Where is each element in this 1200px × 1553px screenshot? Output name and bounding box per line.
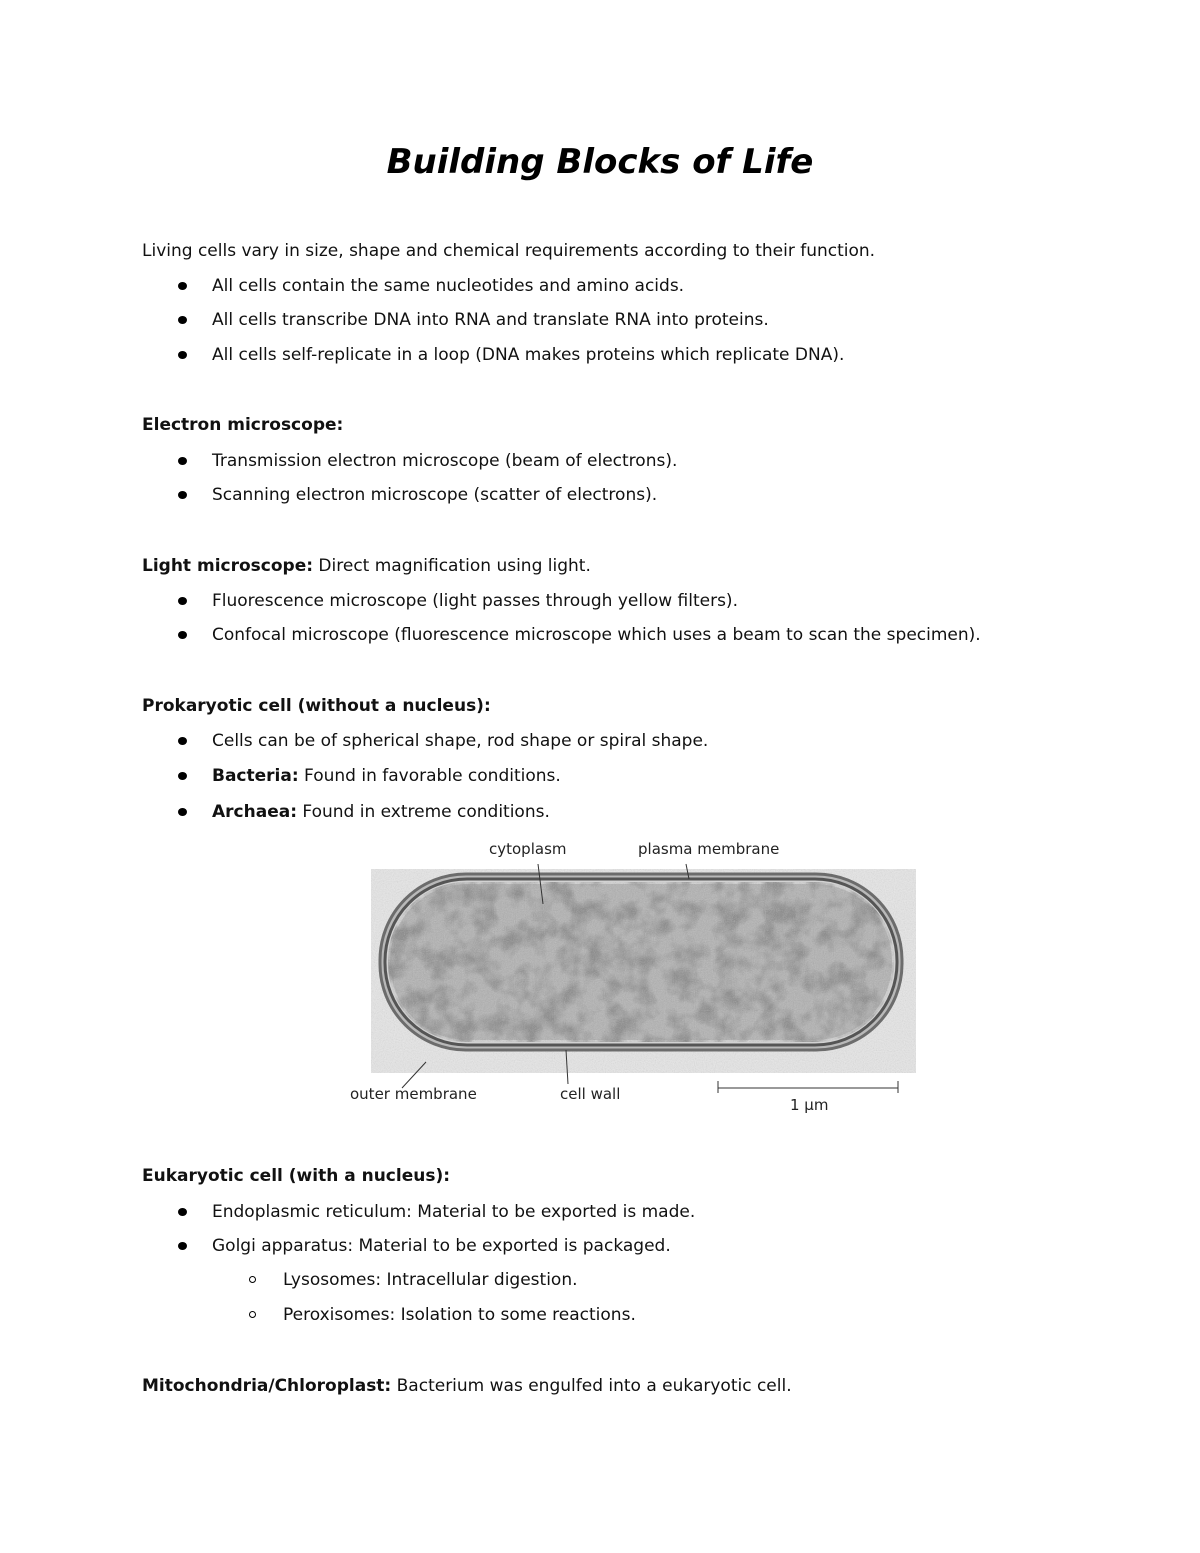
- bullet-dot-icon: [178, 1208, 187, 1216]
- eukaryotic-bullet: [212, 1235, 671, 1257]
- electron-bullet: [212, 450, 677, 472]
- bacterium-micrograph-figure: [340, 836, 940, 1126]
- outer-membrane-label: outer membrane: [350, 1085, 477, 1103]
- bullet-dot-icon: [178, 351, 187, 359]
- plasma-membrane-label: plasma membrane: [638, 840, 780, 858]
- bacterium-micrograph: [340, 836, 940, 1126]
- archaea-text: Found in extreme conditions.: [297, 802, 550, 822]
- bullet-dot-icon: [178, 316, 187, 324]
- prokaryotic-heading: Prokaryotic cell (without a nucleus):: [142, 696, 491, 716]
- prokaryotic-bullet-text: Cells can be of spherical shape, rod shape or spiral shape.: [212, 731, 709, 751]
- light-bullet-text: Fluorescence microscope (light passes through yellow filters).: [212, 591, 738, 611]
- electron-bullet-text: Transmission electron microscope (beam of electrons).: [212, 451, 678, 471]
- bacteria-label: Bacteria:: [212, 766, 299, 786]
- bullet-dot-icon: [178, 772, 187, 780]
- intro-text: Living cells vary in size, shape and chemical requirements according to their function.: [142, 241, 876, 261]
- bullet-circle-icon: [249, 1276, 256, 1283]
- electron-bullet: [212, 484, 657, 506]
- cytoplasm-label: cytoplasm: [489, 840, 567, 858]
- bullet-dot-icon: [178, 491, 187, 499]
- eukaryotic-bullet: [212, 1201, 695, 1223]
- mito-paragraph: [142, 1375, 792, 1397]
- light-heading: Light microscope:: [142, 556, 314, 576]
- bullet-dot-icon: [178, 737, 187, 745]
- prokaryotic-bullet: [212, 765, 561, 787]
- eukaryotic-sub-bullet-text: Lysosomes: Intracellular digestion.: [283, 1270, 578, 1290]
- mito-heading: Mitochondria/Chloroplast:: [142, 1376, 392, 1396]
- electron-heading: Electron microscope:: [142, 415, 344, 435]
- bullet-dot-icon: [178, 457, 187, 465]
- mito-text: Bacterium was engulfed into a eukaryotic cell.: [391, 1376, 792, 1396]
- light-text: Direct magnification using light.: [313, 556, 591, 576]
- prokaryotic-bullet: [212, 801, 550, 823]
- bacteria-text: Found in favorable conditions.: [298, 766, 561, 786]
- light-bullet: [212, 624, 981, 646]
- intro-bullet: [212, 275, 684, 297]
- cell-wall-label: cell wall: [560, 1085, 621, 1103]
- archaea-label: Archaea:: [212, 802, 297, 822]
- eukaryotic-bullet-text: Golgi apparatus: Material to be exported is packaged.: [212, 1236, 671, 1256]
- bullet-circle-icon: [249, 1311, 256, 1318]
- light-bullet-text: Confocal microscope (fluorescence microscope which uses a beam to scan the specimen).: [212, 625, 981, 645]
- light-paragraph: [142, 555, 591, 577]
- eukaryotic-sub-bullet: [283, 1269, 578, 1291]
- eukaryotic-sub-bullet: [283, 1304, 636, 1326]
- intro-bullet-text: All cells self-replicate in a loop (DNA makes proteins which replicate DNA).: [212, 345, 845, 365]
- intro-bullet: [212, 309, 769, 331]
- bullet-dot-icon: [178, 1242, 187, 1250]
- eukaryotic-bullet-text: Endoplasmic reticulum: Material to be exported is made.: [212, 1202, 696, 1222]
- intro-bullet: [212, 344, 844, 366]
- page-title: Building Blocks of Life: [386, 142, 814, 182]
- scale-label: 1 µm: [790, 1096, 829, 1114]
- intro-bullet-text: All cells transcribe DNA into RNA and translate RNA into proteins.: [212, 310, 769, 330]
- bullet-dot-icon: [178, 808, 187, 816]
- electron-bullet-text: Scanning electron microscope (scatter of electrons).: [212, 485, 658, 505]
- eukaryotic-heading: Eukaryotic cell (with a nucleus):: [142, 1166, 451, 1186]
- light-bullet: [212, 590, 738, 612]
- bullet-dot-icon: [178, 631, 187, 639]
- prokaryotic-bullet: [212, 730, 708, 752]
- intro-bullet-text: All cells contain the same nucleotides and amino acids.: [212, 276, 685, 296]
- bullet-dot-icon: [178, 597, 187, 605]
- bullet-dot-icon: [178, 282, 187, 290]
- eukaryotic-sub-bullet-text: Peroxisomes: Isolation to some reactions.: [283, 1305, 636, 1325]
